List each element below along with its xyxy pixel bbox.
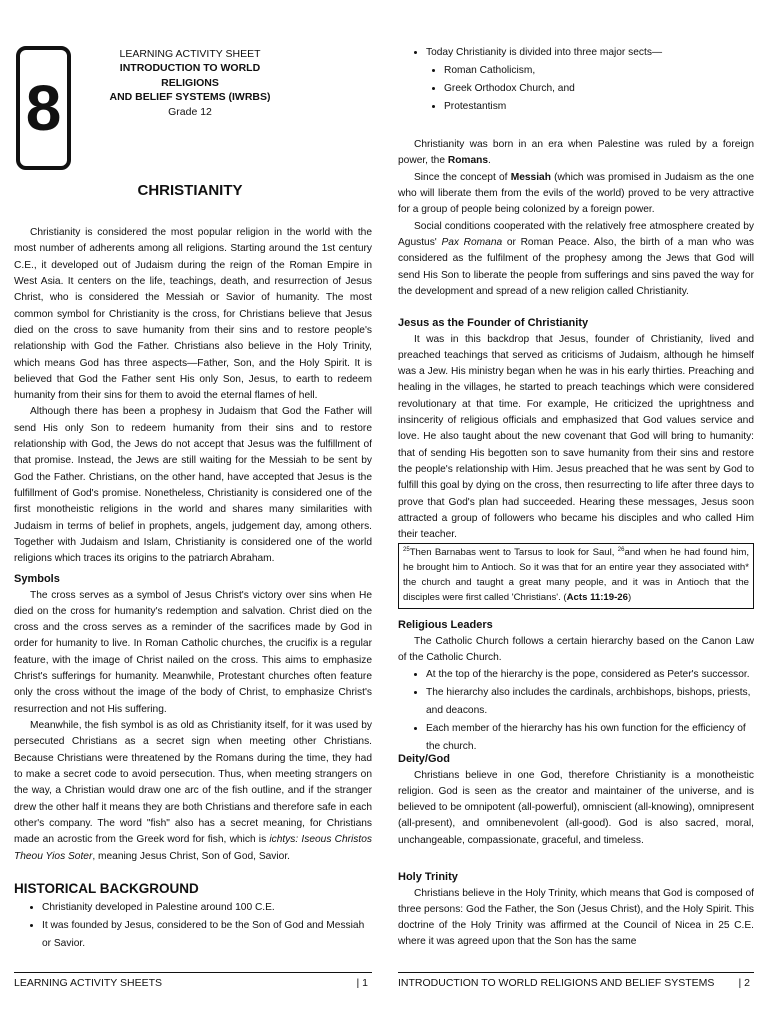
sects-list [398, 44, 754, 115]
footer-left-text: LEARNING ACTIVITY SHEETS [14, 977, 163, 989]
leaders-paragraph: The Catholic Church follows a certain hierarchy based on the Canon Law of the Catholic Church. [398, 635, 754, 663]
deity-heading: Deity/God [398, 753, 450, 765]
founder-paragraph: It was in this backdrop that Jesus, founder of Christianity, lived and preached teachings that served as criticisms of Judaism, although he himself was a Jew. His ministry began when he was in his early thirties. Preaching and healing in the villages, he started to preach teachings which were considered revolutionary at that time. For example, He criticized the uprightness and insincerity of religious officials and emphasized that God values service and love. He also taught about the new covenant that God will bring to humanity: that of sending His begotten son to save humanity from their sins and restore the people's relationship with Him. Jesus preached that he was sent by God to fulfill this goal by dying on the cross, then resurrecting to life after three days to prove that God's plan had succeeded. Hearing these messages, Jesus soon attracted a group of followers who became his disciples and who called Him their teacher. [398, 333, 754, 541]
sect-item: • Roman Catholicism, [444, 62, 754, 80]
symbols-section [14, 571, 372, 865]
list-item: • It was founded by Jesus, considered to be the Son of God and Messiah or Savior. [42, 917, 372, 953]
trinity-section [398, 869, 754, 951]
leaders-section [398, 617, 754, 755]
list-item: • At the top of the hierarchy is the pope, considered as Peter's successor. [426, 666, 754, 684]
sect-item: • Protestantism [444, 98, 754, 116]
romans-paragraph: Christianity was born in an era when Palestine was ruled by a foreign power, the Romans. [398, 139, 754, 167]
header-line-3: AND BELIEF SYSTEMS (IWRBS) [109, 91, 271, 104]
founder-section [398, 315, 754, 544]
deity-section [398, 751, 754, 849]
greek-acrostic: ichtys: Iseous Christos Theou Yios Soter [14, 834, 372, 862]
messiah-paragraph: Since the concept of Messiah (which was promised in Judaism as the one who will liberate them from the evils of the world) proved to be very attractive for a group of people being colonized by a foreign power. [398, 171, 754, 216]
sheet-header [100, 47, 280, 119]
founder-heading: Jesus as the Founder of Christianity [398, 317, 589, 329]
header-line-1: LEARNING ACTIVITY SHEET [119, 48, 261, 60]
social-paragraph: Social conditions cooperated with the relatively free atmosphere created by Agustus' Pax Romana or Roman Peace. Also, the birth of a man who was considered as the fulfilment of the prophesy among the Jews that God will send His Son to liberate the people from sufferings and sins paved the way for the development and spread of a new religion called Christianity. [398, 220, 754, 297]
page-title: CHRISTIANITY [137, 182, 243, 199]
list-item: • Christianity developed in Palestine around 100 C.E. [42, 899, 372, 917]
verse-reference: Acts 11:19-26 [566, 591, 628, 603]
deity-paragraph: Christians believe in one God, therefore Christianity is a monotheistic religion. God is seen as the creator and maintainer of the universe, and is believed to be omnipotent (all-powerful), omniscient (all-knowing), omnipresent (all-present), and omnibenevolent (all-good). God is also sacred, moral, unchangeable, compassionate, graceful, and timeless. [398, 769, 754, 846]
intro-section [14, 225, 372, 568]
footer-left [14, 972, 372, 989]
sheet-number: 8 [25, 72, 62, 144]
symbols-heading: Symbols [14, 573, 60, 585]
sect-item: • Greek Orthodox Church, and [444, 80, 754, 98]
leaders-list [398, 666, 754, 755]
trinity-heading: Holy Trinity [398, 871, 458, 883]
symbols-paragraph-2: Meanwhile, the fish symbol is as old as Christianity itself, for it was used by persecuted Christians as a secret sign when meeting other Christians. Because Christians were threatened by the Romans during the time, they had to make a secret code to avoid persecution. Thus, when meeting strangers on the way, a Christian would draw one arc of the fish outline, and if the stranger drew the other half it means they are both Christians and therefore safe in each other's company. The word "fish" also has a secret meaning, for Christians made an acrostic from the Greek word for fish, which is ichtys: Iseous Christos Theou Yios Soter, meaning Jesus Christ, Son of God, Savior. [14, 720, 372, 862]
leaders-heading: Religious Leaders [398, 619, 493, 631]
sheet-number-box [16, 46, 71, 170]
page-number-1: | 1 [356, 977, 368, 989]
page-number-2: | 2 [738, 977, 750, 989]
list-item: • Today Christianity is divided into three major sects— • Roman Catholicism, • Greek Orthodox Church, and • Protestantism [426, 44, 754, 115]
sects-section [398, 44, 754, 115]
intro-paragraph-2: Although there has been a prophesy in Judaism that God the Father will send His only Son to redeem humanity from their sins and to restore relationship with God, the Jews do not accept that Jesus was the fulfillment of that promise. Instead, the Jews are still waiting for the Messiah to be sent by God the Father. Christians, on the other hand, have accepted that Jesus is the fulfillment of God's promise. Nonetheless, Christianity is considered one of the first monotheistic religions in the world and shares many similarities with Judaism in terms of belief in prophets, angels, judgement day, among others. Together with Judaism and Islam, Christianity is considered one of the world religions which traces its origins to the patriarch Abraham. [14, 406, 372, 565]
historical-heading: HISTORICAL BACKGROUND [14, 881, 199, 896]
list-item: • The hierarchy also includes the cardinals, archbishops, bishops, priests, and deacons. [426, 684, 754, 720]
footer-right-text: INTRODUCTION TO WORLD RELIGIONS AND BELIEF SYSTEMS [398, 977, 715, 989]
header-line-2: INTRODUCTION TO WORLD RELIGIONS [119, 62, 261, 89]
verse-box [398, 543, 754, 609]
historical-list [14, 899, 372, 953]
list-item: • Each member of the hierarchy has his own function for the efficiency of the church. [426, 720, 754, 756]
intro-paragraph-1: Christianity is considered the most popular religion in the world with the most number of adherents among all religions. Starting around the 1st century C.E., it developed out of Judaism during the reign of the Roman Empire in West Asia. It centers on the life, teachings, death, and resurrection of Jesus Christ, who is considered the Messiah or Savior of humanity. The most common symbol for Christianity is the cross, for Christians believe that Jesus died on the cross to save humanity from their sins and to restore people's relationship with God the Father. Christians also believe in the Holy Trinity, which means God has three aspects—Father, Son, and the Holy Spirit. It is believed that God the Father sent His only Son, Jesus, to earth to redeem humanity from their sins for them to avoid the eternal flames of hell. [14, 227, 372, 402]
header-grade: Grade 12 [168, 105, 212, 118]
footer-right [398, 972, 754, 989]
bible-verse: $^{25}$Then Barnabas went to Tarsus to look for Saul, $^{26}$and when he had found him, he brought him to Antioch. So it was that for an entire year they associated with* the church and taught a great many people, and it was in Antioch that the disciples were first called 'Christians'. (Acts 11:19-26) [398, 543, 754, 609]
historical-section [14, 880, 372, 952]
symbols-paragraph-1: The cross serves as a symbol of Jesus Christ's victory over sins when He died on the cross for humanity's redemption and salvation. Christ died on the cross and the cross serves as a reminder of the sacrifices made by God in order for humanity to live. In Roman Catholic churches, the crucifix is a regular feature, with the image of Christ nailed on the cross. This aims to emphasize Christ's sufferings for humanity. Meanwhile, Protestant churches often feature only the cross without the image of the body of Christ, to emphasize Christ's resurrection and not His suffering. [14, 589, 372, 715]
origins-section [398, 137, 754, 300]
trinity-paragraph: Christians believe in the Holy Trinity, which means that God is composed of three persons: God the Father, the Son (Jesus Christ), and the Holy Spirit. This doctrine of the Holy Trinity was affirmed at the Council of Nicea in 25 C.E. where it was agreed upon that the Son has the same [398, 887, 754, 948]
